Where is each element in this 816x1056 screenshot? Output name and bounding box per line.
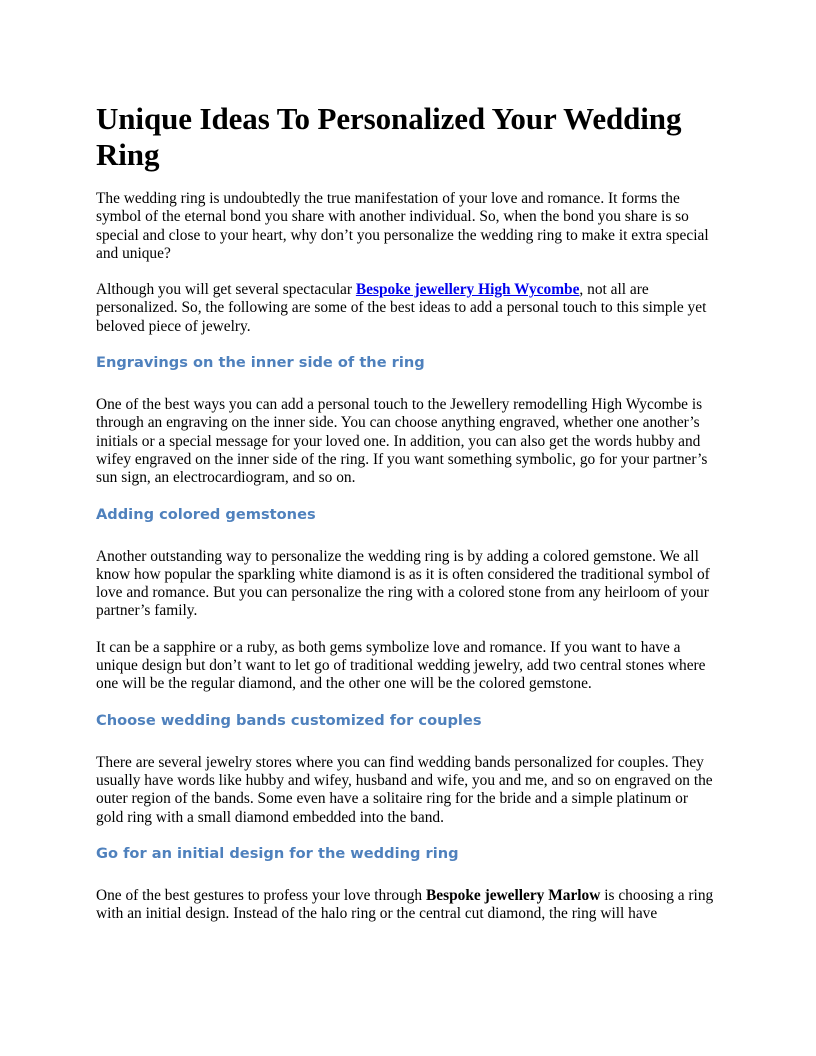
section-heading-engravings: Engravings on the inner side of the ring — [96, 354, 425, 372]
section-engravings-paragraph: One of the best ways you can add a personal touch to the Jewellery remodelling High Wycombe is through an engraving on the inner side. You can choose anything engraved, whether one another’s initials or a special message for your loved one. In addition, you can also get the words hubby and wifey engraved on the inner side of the ring. If you want something symbolic, go for your partner’s sun sign, an electrocardiogram, and so on. — [96, 396, 708, 487]
section-gemstones-paragraph-2: It can be a sapphire or a ruby, as both gems symbolize love and romance. If you want to have a unique design but don’t want to let go of traditional wedding jewelry, add two central stones where one will be the regular diamond, and the other one will be the colored gemstone. — [96, 638, 706, 693]
document-title: Unique Ideas To Personalized Your Wedding Ring — [96, 101, 682, 172]
paragraph-bespoke-high-wycombe — [96, 281, 718, 336]
paragraph-text-before-link: Although you will get several spectacular — [96, 281, 356, 299]
section-heading-gemstones: Adding colored gemstones — [96, 505, 316, 523]
section-heading-couple-bands: Choose wedding bands customized for couples — [96, 711, 482, 729]
bespoke-jewellery-high-wycombe-link[interactable]: Bespoke jewellery High Wycombe — [355, 281, 580, 299]
intro-paragraph: The wedding ring is undoubtedly the true manifestation of your love and romance. It forms the symbol of the eternal bond you share with another individual. So, when the bond you share is so special and close to your heart, why don’t you personalize the wedding ring to make it extra special and unique? — [96, 190, 709, 262]
section-initial-design-paragraph — [96, 887, 718, 924]
section-gemstones-paragraph-1: Another outstanding way to personalize the wedding ring is by adding a colored gemstone. We all know how popular the sparkling white diamond is as it is often considered the traditional symbol of love and romance. But you can personalize the ring with a colored stone from any heirloom of your partner’s family. — [96, 547, 710, 620]
section-heading-initial-design: Go for an initial design for the wedding ring — [96, 844, 459, 862]
document-page — [96, 96, 718, 923]
section-couple-bands-paragraph: There are several jewelry stores where you can find wedding bands personalized for couples. They usually have words like hubby and wifey, husband and wife, you and me, and so on engraved on the outer region of the bands. Some even have a solitaire ring for the bride and a simple platinum or gold ring with a small diamond embedded into the band. — [96, 753, 713, 826]
paragraph-text-after-link: , not all are personalized. So, the following are some of the best ideas to add a personal touch to this simple yet beloved piece of jewelry. — [96, 281, 707, 335]
initial-design-text-before: One of the best gestures to profess your love through — [96, 886, 426, 904]
initial-design-text-after: is choosing a ring with an initial design. Instead of the halo ring or the central cut diamond, the ring will have — [96, 886, 714, 923]
bespoke-jewellery-marlow-bold: Bespoke jewellery Marlow — [425, 886, 601, 904]
